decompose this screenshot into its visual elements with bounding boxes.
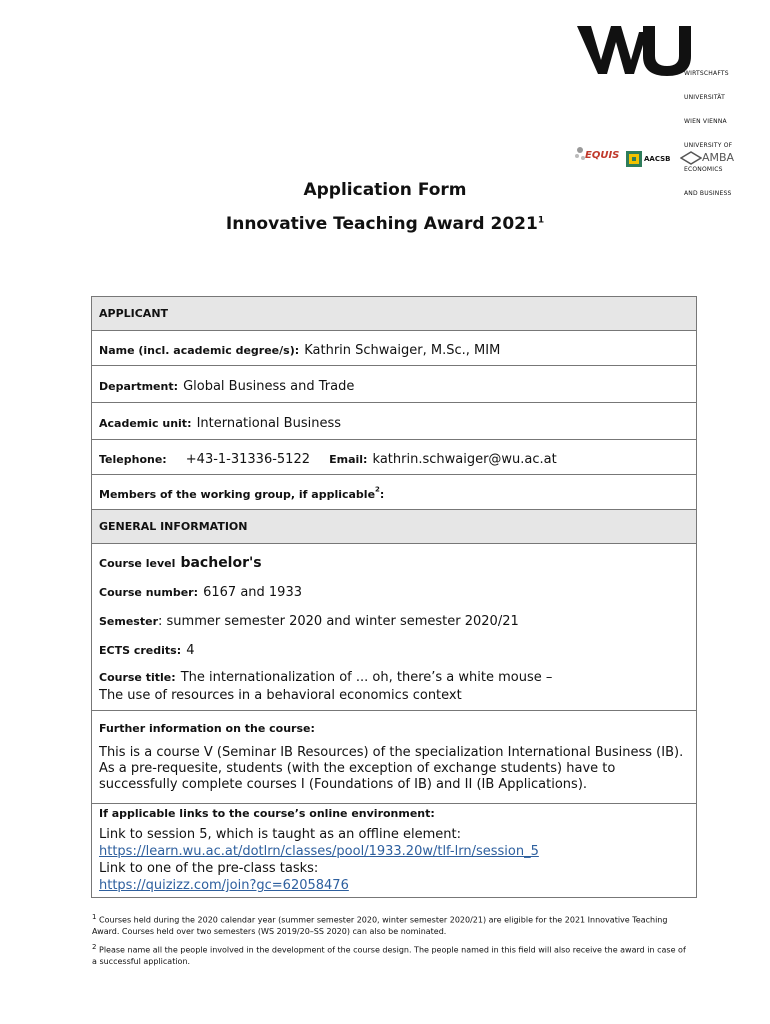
further-information-block — [92, 711, 697, 804]
footnote-ref: 2 — [375, 485, 380, 494]
online-links-label: If applicable links to the course’s online environment: — [99, 807, 435, 820]
session-5-link[interactable]: https://learn.wu.ac.at/dotlrn/classes/pool/1933.20w/tlf-lrn/session_5 — [99, 844, 539, 859]
course-number-line — [99, 581, 689, 600]
logo-line: AND BUSINESS — [684, 190, 732, 197]
applicant-heading: APPLICANT — [92, 297, 697, 331]
ects-value[interactable]: 4 — [186, 643, 195, 658]
members-row — [92, 475, 697, 510]
further-information-label: Further information on the course: — [99, 721, 315, 735]
course-title-value-2[interactable]: The use of resources in a behavioral economics context — [99, 688, 462, 703]
further-information-text[interactable]: This is a course V (Seminar IB Resources) of the specialization International Business (IB). As a pre-requesite, students (with the exception of exchange students) have to successfully complete courses I (Foundations of IB) and II (IB Applications). — [99, 744, 684, 792]
course-number-value[interactable]: 6167 and 1933 — [203, 585, 302, 600]
logo-line: ECONOMICS — [684, 166, 723, 173]
general-information-heading: GENERAL INFORMATION — [92, 510, 697, 544]
aacsb-logo-icon — [626, 151, 642, 167]
link-description-1: Link to session 5, which is taught as an offline element: — [99, 827, 461, 842]
footnote-2 — [92, 942, 692, 967]
equis-label: EQUIS — [585, 150, 620, 161]
course-level-value[interactable]: bachelor's — [180, 555, 262, 571]
course-level-line — [99, 552, 689, 571]
course-title-value-1[interactable]: The internationalization of ... oh, there’s a white mouse – — [180, 670, 553, 685]
subtitle-text: Innovative Teaching Award 2021 — [225, 214, 538, 234]
department-value[interactable]: Global Business and Trade — [183, 378, 355, 394]
accreditation-logos — [574, 142, 738, 172]
form-subtitle — [0, 214, 770, 234]
telephone-label: Telephone: — [99, 452, 167, 466]
course-number-label: Course number: — [99, 586, 199, 599]
members-label: Members of the working group, if applicable — [99, 487, 376, 501]
amba-label: AMBA — [702, 151, 735, 164]
members-colon: : — [379, 487, 385, 501]
footnote-ref: 1 — [537, 215, 545, 226]
online-links-block — [92, 804, 697, 898]
course-level-label: Course level — [99, 557, 176, 570]
email-label: Email: — [329, 452, 368, 466]
course-title-label: Course title: — [99, 671, 176, 684]
email-value[interactable]: kathrin.schwaiger@wu.ac.at — [372, 451, 557, 467]
logo-line: UNIVERSITY OF — [684, 142, 733, 149]
department-row — [92, 366, 697, 403]
general-information-block — [92, 544, 697, 711]
academic-unit-value[interactable]: International Business — [196, 415, 341, 431]
logo-line: UNIVERSITÄT — [684, 94, 725, 101]
course-title-line — [99, 668, 689, 704]
ects-label: ECTS credits: — [99, 644, 182, 657]
footnote-mark: 2 — [92, 943, 97, 951]
wu-logo-mark-icon — [577, 24, 695, 76]
footnote-2-text: Please name all the people involved in the development of the course design. The people named in this field will also receive the award in case of a successful application. — [92, 945, 686, 966]
amba-logo-icon — [680, 151, 702, 165]
form-title: Application Form — [303, 180, 467, 200]
logo-line: WIEN VIENNA — [684, 118, 727, 125]
quizizz-link[interactable]: https://quizizz.com/join?gc=62058476 — [99, 878, 349, 893]
department-label: Department: — [99, 379, 178, 393]
application-form-table — [91, 296, 697, 898]
footnote-1 — [92, 912, 692, 937]
aacsb-label: AACSB — [644, 155, 671, 163]
semester-value[interactable]: : summer semester 2020 and winter semester 2020/21 — [158, 614, 519, 629]
footnote-mark: 1 — [92, 913, 97, 921]
academic-unit-label: Academic unit: — [99, 416, 192, 430]
logo-line: WIRTSCHAFTS — [684, 70, 729, 77]
name-value[interactable]: Kathrin Schwaiger, M.Sc., MIM — [304, 342, 501, 358]
academic-unit-row — [92, 403, 697, 440]
link-description-2: Link to one of the pre-class tasks: — [99, 861, 319, 876]
footnote-1-text: Courses held during the 2020 calendar year (summer semester 2020, winter semester 2020/21) are eligible for the 2021 Innovative Teaching Award. Courses held over two semesters (WS 2019/20–SS 2020) can also be nominated. — [92, 915, 668, 936]
semester-label: Semester — [99, 615, 158, 628]
online-links-body — [99, 826, 689, 894]
name-label: Name (incl. academic degree/s): — [99, 343, 300, 357]
telephone-value[interactable]: +43-1-31336-5122 — [185, 451, 310, 467]
contact-row — [92, 440, 697, 475]
semester-line — [99, 610, 689, 629]
name-row — [92, 331, 697, 366]
ects-line — [99, 639, 689, 658]
